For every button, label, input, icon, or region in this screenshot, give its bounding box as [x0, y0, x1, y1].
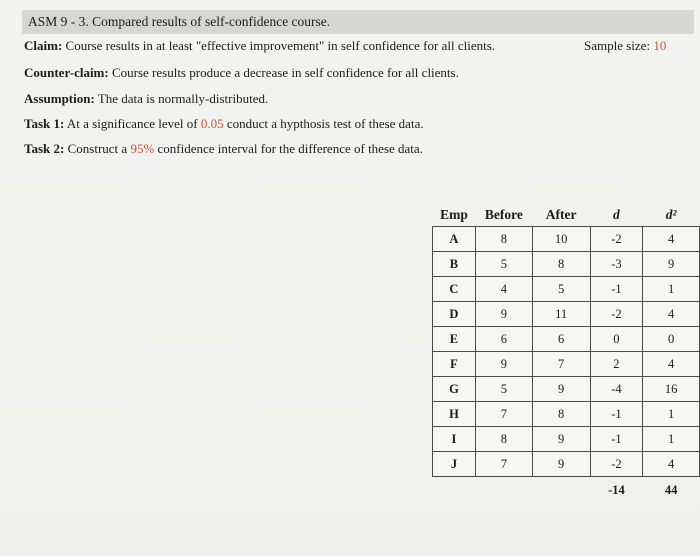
total-d: -14: [608, 482, 625, 497]
task2-text-after: confidence interval for the difference of these data.: [157, 141, 423, 156]
cell-emp: F: [433, 352, 476, 377]
table-row: [433, 352, 700, 377]
cell-emp: C: [433, 277, 476, 302]
cell-before: 8: [475, 427, 532, 452]
cell-d: -2: [590, 302, 643, 327]
table-row: [433, 252, 700, 277]
cell-before: 6: [475, 327, 532, 352]
cell-d: -3: [590, 252, 643, 277]
totals-empty: [433, 477, 476, 504]
table-row: [433, 277, 700, 302]
table-row: [433, 427, 700, 452]
cell-d: -1: [590, 277, 643, 302]
task2-text-before: Construct a: [67, 141, 128, 156]
cell-after: 9: [532, 452, 590, 477]
cell-emp: D: [433, 302, 476, 327]
cell-d-squared: 4: [643, 302, 700, 327]
cell-d-squared: 16: [643, 377, 700, 402]
cell-d: -2: [590, 227, 643, 252]
cell-before: 8: [475, 227, 532, 252]
table-row: [433, 302, 700, 327]
header-emp: Emp: [440, 207, 468, 222]
cell-d-squared: 9: [643, 252, 700, 277]
claim-label: Claim:: [24, 38, 63, 53]
sample-size-value: 10: [653, 38, 667, 53]
task1-line: [24, 116, 424, 132]
totals-row: [433, 477, 700, 504]
counter-claim-label: Counter-claim:: [24, 65, 109, 80]
cell-emp: J: [433, 452, 476, 477]
cell-emp: H: [433, 402, 476, 427]
cell-before: 7: [475, 402, 532, 427]
sample-size: [584, 38, 666, 54]
cell-before: 5: [475, 252, 532, 277]
cell-after: 6: [532, 327, 590, 352]
cell-emp: I: [433, 427, 476, 452]
cell-d: -4: [590, 377, 643, 402]
task2-label: Task 2:: [24, 141, 65, 156]
header-before: Before: [484, 207, 523, 222]
cell-d-squared: 1: [643, 402, 700, 427]
claim-text: Course results in at least "effective improvement" in self confidence for all clients.: [65, 38, 496, 53]
page-title: ASM 9 - 3. Compared results of self-confidence course.: [28, 14, 331, 29]
cell-before: 5: [475, 377, 532, 402]
cell-before: 9: [475, 352, 532, 377]
cell-d: -2: [590, 452, 643, 477]
task1-label: Task 1:: [24, 116, 65, 131]
cell-before: 4: [475, 277, 532, 302]
cell-d: -1: [590, 402, 643, 427]
cell-d: 0: [590, 327, 643, 352]
cell-emp: G: [433, 377, 476, 402]
cell-after: 8: [532, 252, 590, 277]
header-d: d: [613, 207, 620, 222]
table-row: [433, 377, 700, 402]
task1-text-before: At a significance level of: [66, 116, 198, 131]
cell-emp: E: [433, 327, 476, 352]
cell-after: 8: [532, 402, 590, 427]
table-row: [433, 227, 700, 252]
totals-empty: [532, 477, 590, 504]
claim-line: [24, 38, 495, 54]
significance-level: 0.05: [200, 116, 224, 131]
table-row: [433, 402, 700, 427]
cell-d-squared: 1: [643, 277, 700, 302]
sample-size-label: Sample size:: [584, 38, 651, 53]
table-row: [433, 452, 700, 477]
data-table: [432, 204, 700, 503]
cell-after: 5: [532, 277, 590, 302]
confidence-level: 95%: [130, 141, 155, 156]
cell-before: 7: [475, 452, 532, 477]
counter-claim-text: Course results produce a decrease in self confidence for all clients.: [111, 65, 459, 80]
cell-emp: A: [433, 227, 476, 252]
cell-d-squared: 1: [643, 427, 700, 452]
table-row: [433, 327, 700, 352]
cell-after: 9: [532, 427, 590, 452]
cell-after: 10: [532, 227, 590, 252]
assumption-label: Assumption:: [24, 91, 95, 106]
header-d-squared: d²: [665, 207, 677, 222]
cell-d-squared: 4: [643, 352, 700, 377]
assumption-text: The data is normally-distributed.: [97, 91, 269, 106]
assumption-line: [24, 91, 268, 107]
cell-d-squared: 4: [643, 227, 700, 252]
cell-d-squared: 0: [643, 327, 700, 352]
header-after: After: [545, 207, 577, 222]
cell-d: 2: [590, 352, 643, 377]
cell-d: -1: [590, 427, 643, 452]
counter-claim-line: [24, 65, 459, 81]
table-header-row: [433, 204, 700, 227]
total-d-squared: 44: [664, 482, 678, 497]
cell-before: 9: [475, 302, 532, 327]
totals-empty: [475, 477, 532, 504]
cell-after: 9: [532, 377, 590, 402]
cell-after: 7: [532, 352, 590, 377]
cell-after: 11: [532, 302, 590, 327]
task2-line: [24, 141, 423, 157]
cell-d-squared: 4: [643, 452, 700, 477]
task1-text-after: conduct a hypthosis test of these data.: [226, 116, 424, 131]
cell-emp: B: [433, 252, 476, 277]
